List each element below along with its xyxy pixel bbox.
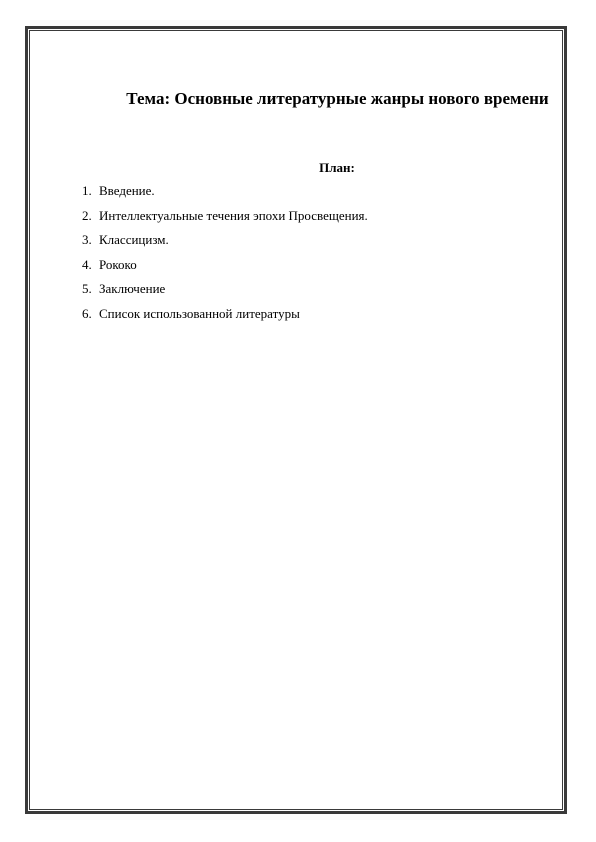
- plan-item: [82, 207, 368, 232]
- plan-item-number: 1.: [82, 183, 92, 198]
- plan-item-text: Классицизм.: [99, 232, 169, 247]
- plan-item: [82, 280, 368, 305]
- plan-item-text: Список использованной литературы: [99, 305, 300, 321]
- page-border-inner: [29, 30, 563, 810]
- plan-item-number: 3.: [82, 232, 92, 247]
- plan-item-text: Рококо: [99, 256, 137, 272]
- document-title: Тема: Основные литературные жанры нового времени: [126, 89, 549, 109]
- plan-item-number: 2.: [82, 207, 92, 223]
- plan-item: [82, 305, 368, 330]
- plan-item-text: Интеллектуальные течения эпохи Просвещения.: [99, 207, 368, 223]
- plan-item: [82, 182, 368, 207]
- plan-heading: План:: [319, 160, 355, 175]
- plan-item-text: Заключение: [99, 281, 166, 296]
- plan-list: [82, 182, 368, 329]
- plan-item: [82, 256, 368, 281]
- plan-item: [82, 231, 368, 256]
- plan-item-number: 5.: [82, 281, 92, 296]
- plan-item-number: 4.: [82, 256, 92, 272]
- plan-item-number: 6.: [82, 305, 92, 321]
- plan-item-text: Введение.: [99, 183, 155, 198]
